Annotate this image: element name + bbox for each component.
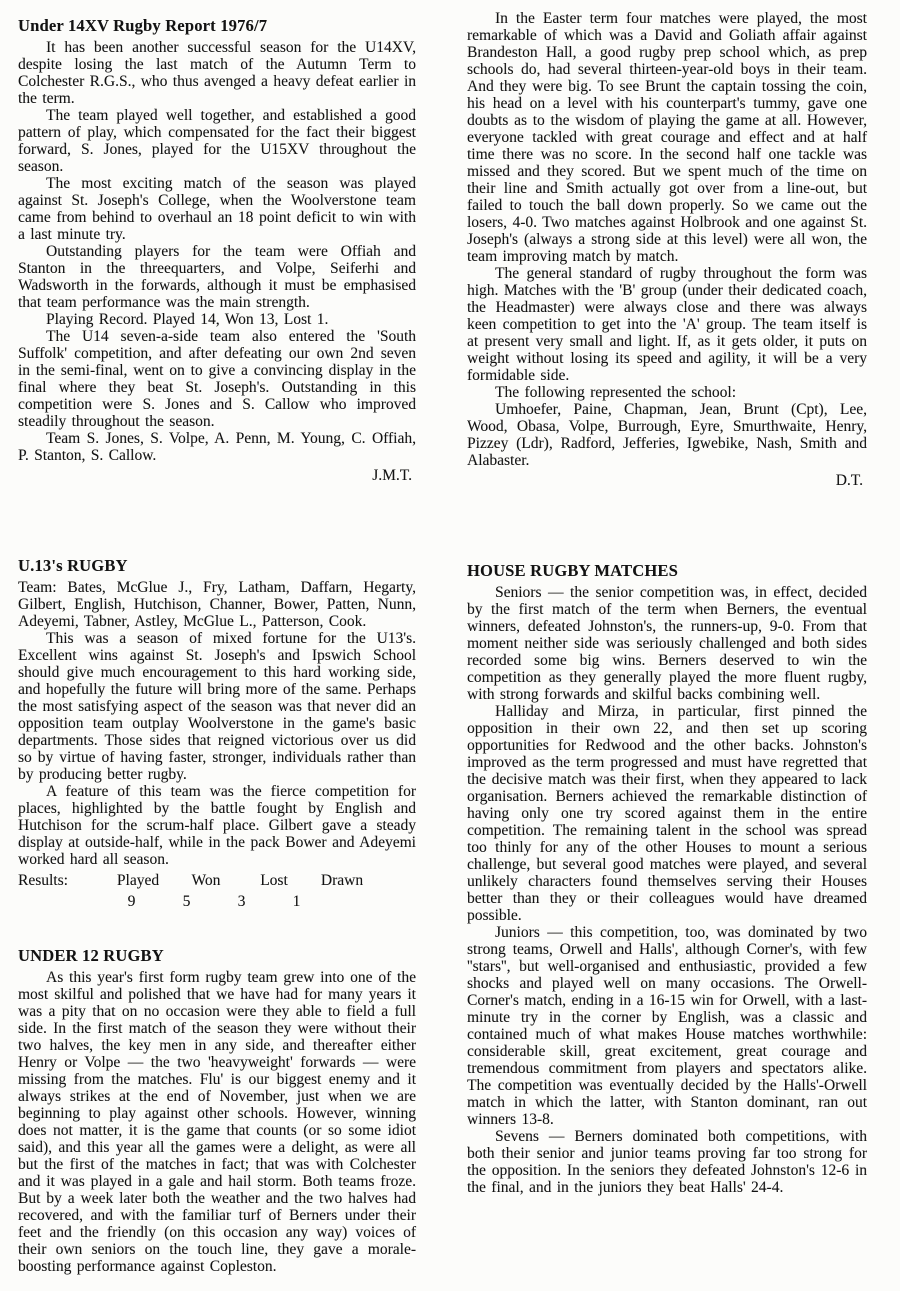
team-list: Umhoefer, Paine, Chapman, Jean, Brunt (Cpt), Lee, Wood, Obasa, Volpe, Burrough, Eyre, Smurthwaite, Henry, Pizzey (Ldr), Radford, Jefferies, Igwebike, Nash, Smith and Alabaster. (467, 401, 867, 469)
paragraph: Halliday and Mirza, in particular, first pinned the opposition in their own 22, and then set up scoring opportunities for Redwood and the other backs. Johnston's improved as the term progressed and must have regretted that the decisive match was their first, when they appeared to lack organisation. Berners achieved the remarkable distinction of having only one try scored against them in the entire competition. The remaining talent in the school was spread too thinly for any of the other Houses to mount a serious challenge, but several good matches were played, and several unlikely characters found themselves serving their Houses better than they or their colleagues would have dreamed possible. (467, 703, 867, 924)
results-value-row (18, 891, 416, 912)
results-table (18, 870, 416, 912)
paragraph: The team played well together, and established a good pattern of play, which compensated for the fact their biggest forward, S. Jones, played for the U15XV throughout the season. (18, 107, 416, 175)
results-header-row (18, 870, 416, 891)
paragraph-juniors: Juniors — this competition, too, was dominated by two strong teams, Orwell and Halls', although Corner's, with few ''stars'', but well-organised and enthusiastic, provided a few shocks and played well on many occasions. The Orwell-Corner's match, ending in a 16-15 win for Orwell, with a last-minute try in the corner by English, was a classic and contained much of what makes House matches worthwhile: considerable skill, great excitement, great courage and tremendous commitment from players and spectators alike. The competition was eventually decided by the Halls'-Orwell match in which the latter, with Stanton dominant, ran out winners 13-8. (467, 924, 867, 1128)
paragraph: It has been another successful season for the U14XV, despite losing the last match of the Autumn Term to Colchester R.G.S., who thus avenged a heavy defeat earlier in the term. (18, 39, 416, 107)
author-initials: J.M.T. (372, 467, 412, 484)
under12-rugby-heading: UNDER 12 RUGBY (18, 946, 164, 965)
section-u14-easter-term (467, 10, 867, 489)
section-under12-rugby (18, 946, 416, 1275)
paragraph: As this year's first form rugby team grew into one of the most skilful and polished that we have had for many years it was a pity that on no occasion were they able to field a full side. In the first match of the season they were without their two halves, the key men in any side, and thereafter either Henry or Volpe — the two 'heavyweight' forwards — were missing from the matches. Flu' is our biggest enemy and it always strikes at the end of November, just when we are beginning to play against other schools. However, winning does not matter, it is the game that counts (or so some idiot said), and this year all the games were a delight, as were all but the first of the matches in fact; that was with Colchester and it was played in a gale and hail storm. Both teams froze. But by a week later both the weather and the two halves had recovered, and with the familiar turf of Berners under their feet and the friendly (on this occasion any way) voices of their own seniors on the touch line, they gave a morale-boosting performance against Copleston. (18, 969, 416, 1275)
paragraph-sevens: Sevens — Berners dominated both competitions, with both their senior and junior teams proving far too strong for the opposition. In the seniors they defeated Johnston's 12-6 in the final, and in the juniors they beat Halls' 24-4. (467, 1128, 867, 1196)
house-rugby-heading: HOUSE RUGBY MATCHES (467, 561, 678, 580)
team-list: Team S. Jones, S. Volpe, A. Penn, M. Young, C. Offiah, P. Stanton, S. Callow. (18, 430, 416, 464)
playing-record-line: Playing Record. Played 14, Won 13, Lost 1. (46, 311, 329, 328)
results-col-drawn: Drawn (320, 872, 364, 889)
paragraph: The following represented the school: (495, 384, 737, 401)
paragraph: In the Easter term four matches were played, the most remarkable of which was a David and Goliath affair against Brandeston Hall, a good rugby prep school which, as prep schools do, had several thirteen-year-old boys in their team. And they were big. To see Brunt the captain tossing the coin, his head on a level with his counterpart's tummy, gave one doubts as to the wisdom of playing the game at all. However, everyone tackled with great courage and effect and at half time there was no score. In the second half one tackle was missed and they scored. But we spent much of the time on their line and Smith actually got over from a line-out, but failed to touch the ball down properly. So we came out the losers, 4-0. Two matches against Holbrook and one against St. Joseph's (always a strong side at this level) were all won, the team improving match by match. (467, 10, 867, 265)
results-value-lost: 3 (237, 893, 246, 910)
paragraph: The general standard of rugby throughout the form was high. Matches with the 'B' group (under their dedicated coach, the Headmaster) were always close and there was always keen competition to get into the 'A' group. The team itself is at present very small and light. If, as it gets older, it puts on weight without losing its speed and agility, it will be a very formidable side. (467, 265, 867, 384)
results-value-played: 9 (127, 893, 136, 910)
team-list: Team: Bates, McGlue J., Fry, Latham, Daffarn, Hegarty, Gilbert, English, Hutchison, Channer, Bower, Patten, Nunn, Adeyemi, Tabner, Astley, McGlue L., Patterson, Cook. (18, 579, 416, 630)
results-spacer (18, 891, 104, 912)
results-value-drawn: 1 (292, 893, 301, 910)
results-value-won: 5 (182, 893, 191, 910)
right-column (467, 0, 867, 1291)
section-u14-report (18, 16, 416, 484)
paragraph: The U14 seven-a-side team also entered the 'South Suffolk' competition, and after defeating our own 2nd seven in the semi-final, went on to give a convincing display in the final where they beat St. Joseph's. Outstanding in this competition were S. Jones and S. Callow who improved steadily throughout the season. (18, 328, 416, 430)
paragraph: Outstanding players for the team were Offiah and Stanton in the threequarters, and Volpe, Seiferhi and Wadsworth in the forwards, although it must be emphasised that team performance was the main strength. (18, 243, 416, 311)
results-col-lost: Lost (260, 872, 288, 889)
section-house-rugby (467, 561, 867, 1196)
section-u13-rugby (18, 556, 416, 912)
paragraph: The most exciting match of the season was played against St. Joseph's College, when the Woolverstone team came from behind to overhaul an 18 point deficit to win with a last minute try. (18, 175, 416, 243)
paragraph: A feature of this team was the fierce competition for places, highlighted by the battle fought by English and Hutchison for the scrum-half place. Gilbert gave a steady display at outside-half, while in the pack Bower and Adeyemi worked hard all season. (18, 783, 416, 868)
u14-report-heading: Under 14XV Rugby Report 1976/7 (18, 16, 268, 35)
author-initials: D.T. (835, 472, 863, 489)
results-col-played: Played (116, 872, 160, 889)
u13-rugby-heading: U.13's RUGBY (18, 556, 128, 575)
paragraph-seniors: Seniors — the senior competition was, in effect, decided by the first match of the term when Berners, the eventual winners, defeated Johnston's, the runners-up, 9-0. From that moment neither side was seriously challenged and both sides recorded some big wins. Berners deserved to win the competition as they generally played the more fluent rugby, with strong forwards and skilful backs combining well. (467, 584, 867, 703)
results-label: Results: (18, 872, 68, 889)
paragraph: This was a season of mixed fortune for the U13's. Excellent wins against St. Joseph's and Ipswich School should give much encouragement to this hard working side, and hopefully the future will bring more of the same. Perhaps the most satisfying aspect of the season was that never did an opposition team outplay Woolverstone in the game's basic departments. Those sides that reigned victorious over us did so by virtue of having faster, stronger, individuals rather than by producing better rugby. (18, 630, 416, 783)
left-column (18, 0, 416, 1291)
results-col-won: Won (191, 872, 221, 889)
